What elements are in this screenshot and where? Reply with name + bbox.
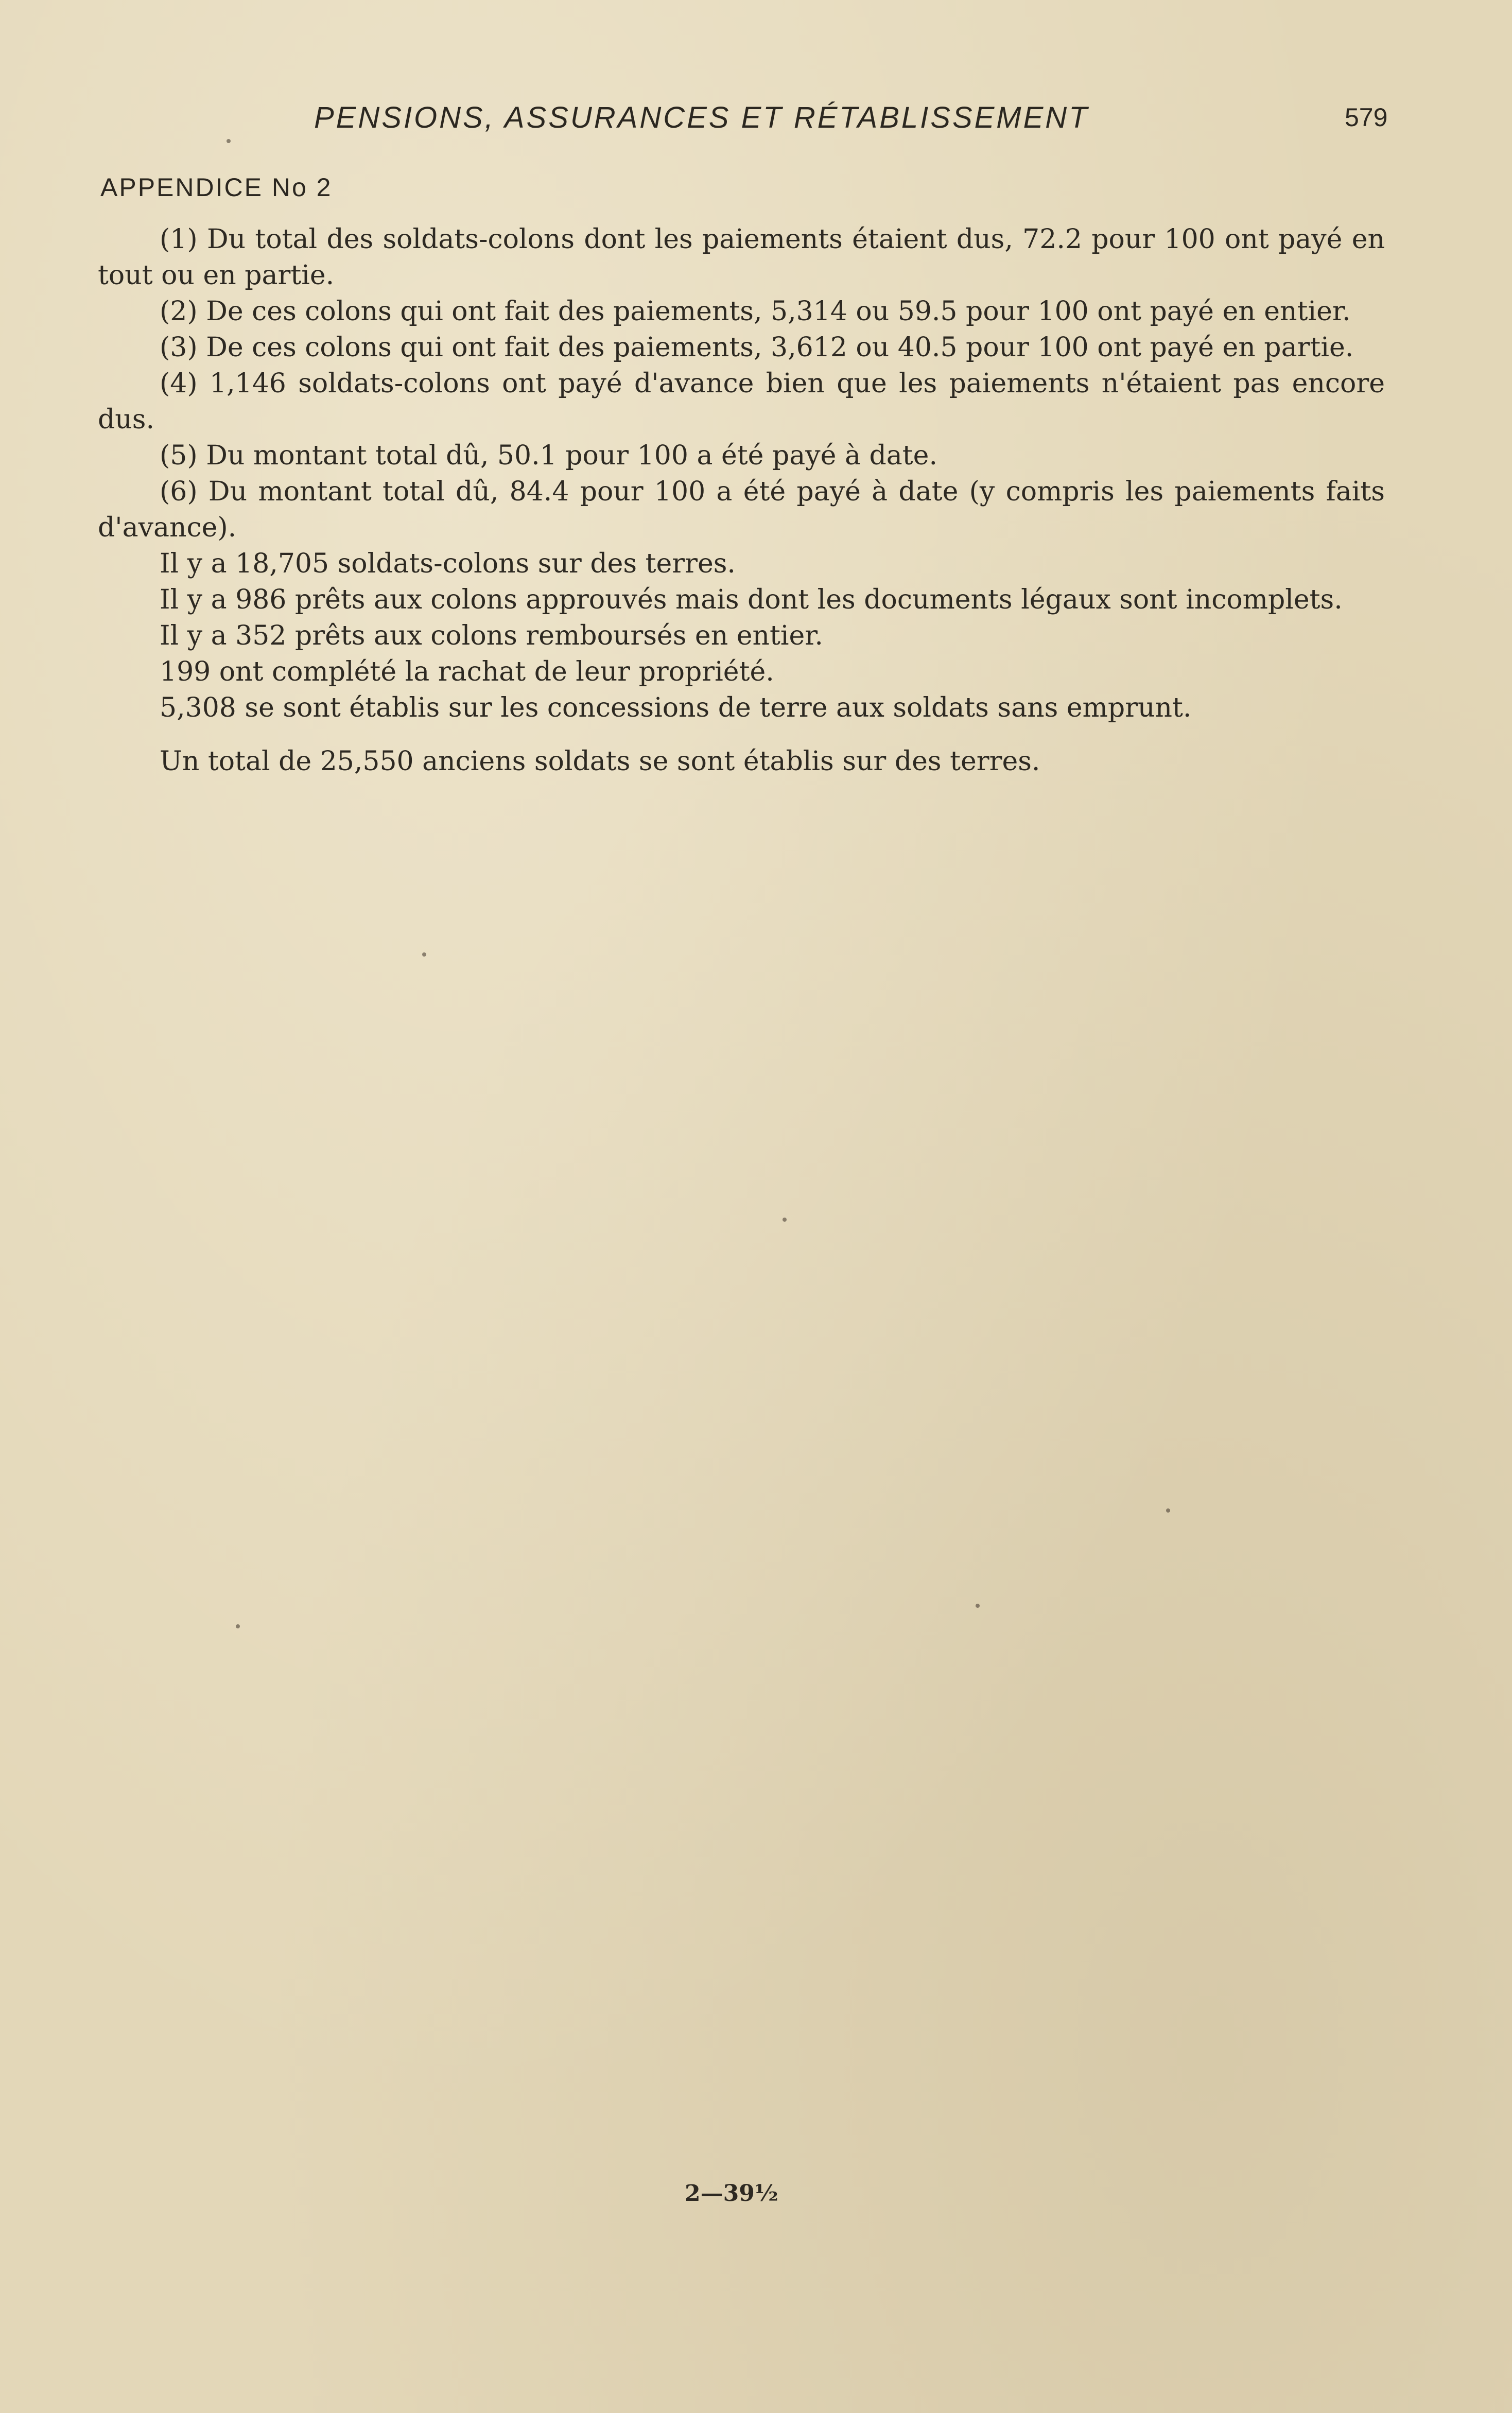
- appendix-label: APPENDICE No 2: [100, 173, 333, 202]
- running-header: [0, 100, 1512, 142]
- paragraph: Il y a 986 prêts aux colons approuvés mais dont les documents légaux sont incomplets.: [160, 584, 1343, 615]
- print-speck: [422, 952, 426, 957]
- paragraph: (6) Du montant total dû, 84.4 pour 100 a été payé à date (y compris les paiements faits d'avance).: [98, 476, 1385, 543]
- print-speck: [227, 139, 231, 143]
- paragraph: (1) Du total des soldats-colons dont les paiements étaient dus, 72.2 pour 100 ont payé en tout ou en partie.: [98, 224, 1385, 291]
- print-speck: [1166, 1508, 1170, 1513]
- print-speck: [236, 1624, 240, 1628]
- print-speck: [976, 1604, 980, 1608]
- page-number: 579: [1345, 103, 1388, 132]
- summary-paragraph: Un total de 25,550 anciens soldats se sont établis sur des terres.: [160, 746, 1040, 777]
- paragraph: (2) De ces colons qui ont fait des paiements, 5,314 ou 59.5 pour 100 ont payé en entier.: [160, 296, 1351, 327]
- paragraph: (3) De ces colons qui ont fait des paiements, 3,612 ou 40.5 pour 100 ont payé en partie.: [160, 332, 1354, 363]
- paragraph: 5,308 se sont établis sur les concessions de terre aux soldats sans emprunt.: [160, 692, 1192, 723]
- print-speck: [783, 1218, 787, 1222]
- paragraph: 199 ont complété la rachat de leur propriété.: [160, 656, 774, 687]
- body-text: [98, 221, 1385, 779]
- paragraph: (4) 1,146 soldats-colons ont payé d'avance bien que les paiements n'étaient pas encore dus.: [98, 368, 1385, 435]
- running-title: PENSIONS, ASSURANCES ET RÉTABLISSEMENT: [314, 101, 1089, 134]
- signature-mark: 2—39½: [685, 2180, 778, 2207]
- paragraph: (5) Du montant total dû, 50.1 pour 100 a été payé à date.: [160, 440, 937, 471]
- paragraph: Il y a 352 prêts aux colons remboursés en entier.: [160, 620, 823, 651]
- paragraph: Il y a 18,705 soldats-colons sur des terres.: [160, 548, 736, 579]
